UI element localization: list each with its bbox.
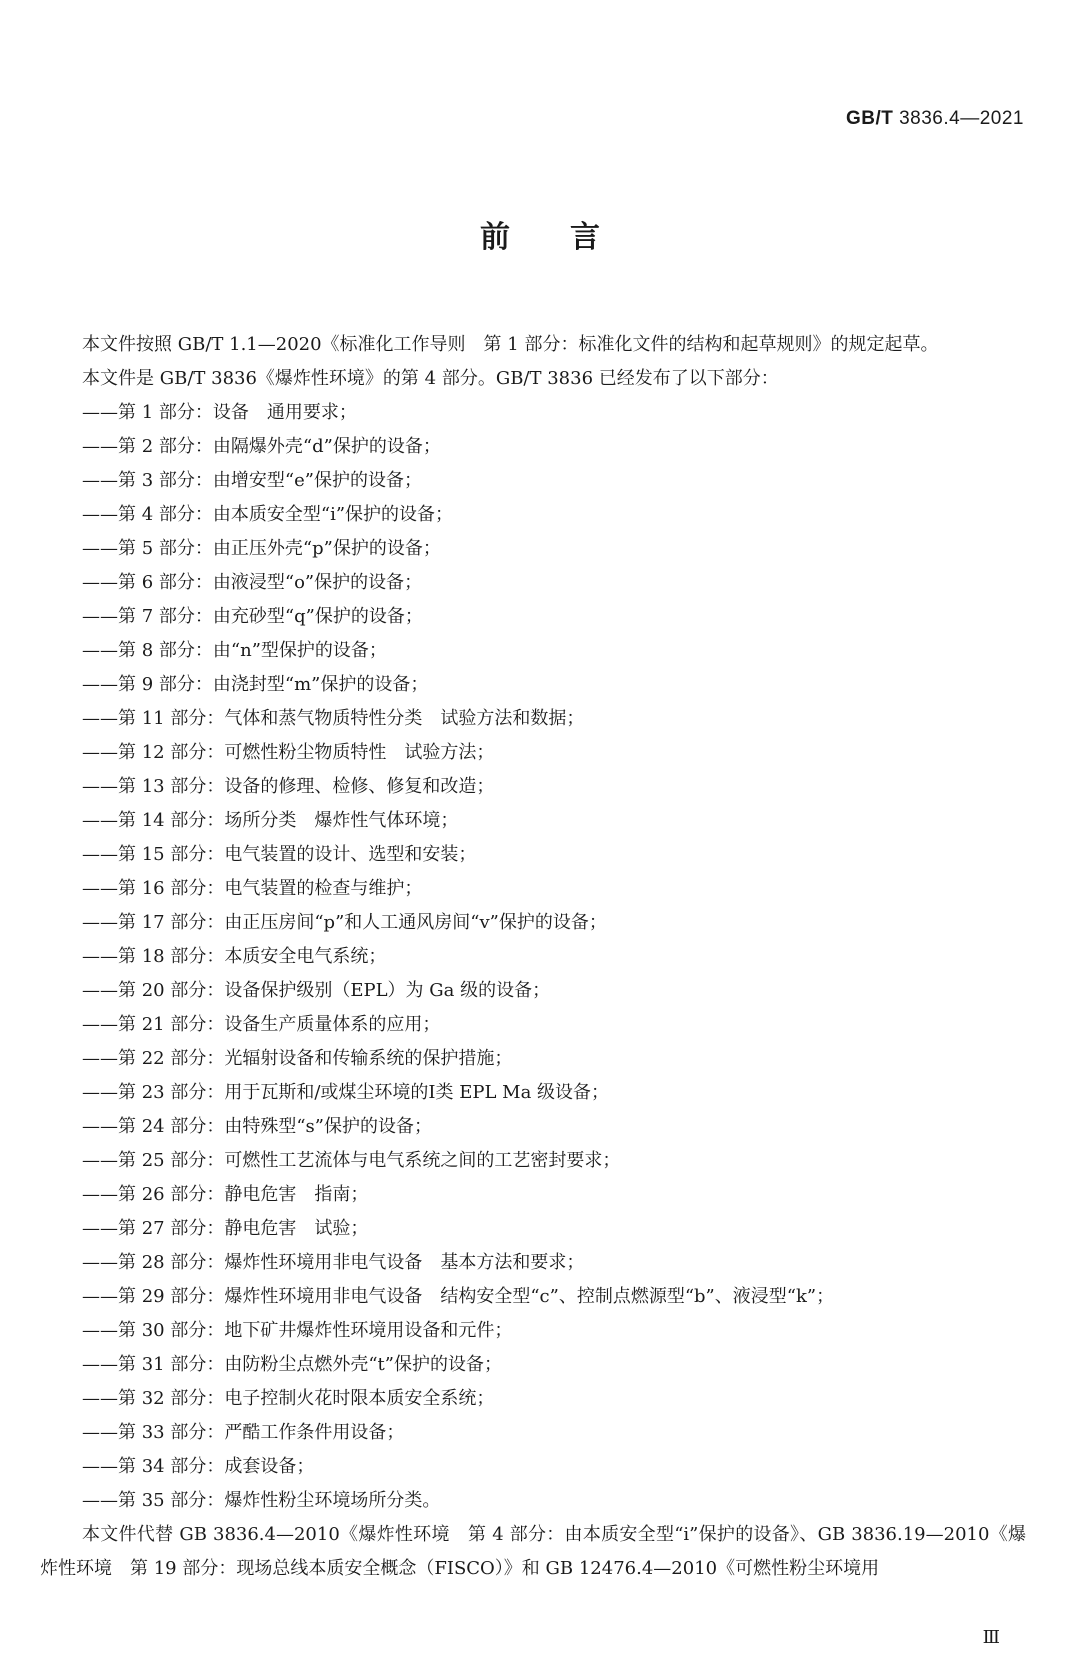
list-item: ——第 2 部分：由隔爆外壳“d”保护的设备； [82,436,441,457]
list-item: ——第 24 部分：由特殊型“s”保护的设备； [82,1116,432,1137]
closing-paragraph: 本文件代替 GB 3836.4—2010《爆炸性环境 第 4 部分：由本质安全型“i”保护的设备》、GB 3836.19—2010《爆炸性环境 第 19 部分：现场总线本质安全概念（FISCO）》和 GB 12476.4—2010《可燃性粉尘环境用 [40,1524,1026,1579]
list-item: ——第 5 部分：由正压外壳“p”保护的设备； [82,538,441,559]
list-item: ——第 26 部分：静电危害 指南； [82,1184,369,1205]
list-item: ——第 32 部分：电子控制火花时限本质安全系统； [82,1388,495,1409]
list-item: ——第 23 部分：用于瓦斯和/或煤尘环境的Ⅰ类 EPL Ma 级设备； [82,1082,610,1103]
list-item: ——第 25 部分：可燃性工艺流体与电气系统之间的工艺密封要求； [82,1150,621,1171]
list-item: ——第 9 部分：由浇封型“m”保护的设备； [82,674,429,695]
standard-prefix: GB/T [845,108,894,129]
parts-list [40,396,1026,1518]
intro-paragraph-1: 本文件按照 GB/T 1.1—2020《标准化工作导则 第 1 部分：标准化文件的结构和起草规则》的规定起草。 [82,334,939,355]
list-item: ——第 11 部分：气体和蒸气物质特性分类 试验方法和数据； [82,708,585,729]
list-item: ——第 17 部分：由正压房间“p”和人工通风房间“v”保护的设备； [82,912,607,933]
list-item: ——第 31 部分：由防粉尘点燃外壳“t”保护的设备； [82,1354,502,1375]
list-item: ——第 18 部分：本质安全电气系统； [82,946,387,967]
standard-code: 3836.4—2021 [899,108,1024,129]
list-item: ——第 12 部分：可燃性粉尘物质特性 试验方法； [82,742,495,763]
list-item: ——第 3 部分：由增安型“e”保护的设备； [82,470,422,491]
list-item: ——第 33 部分：严酷工作条件用设备； [82,1422,405,1443]
list-item: ——第 20 部分：设备保护级别（EPL）为 Ga 级的设备； [82,980,551,1001]
list-item: ——第 6 部分：由液浸型“o”保护的设备； [82,572,423,593]
list-item: ——第 21 部分：设备生产质量体系的应用； [82,1014,441,1035]
list-item: ——第 13 部分：设备的修理、检修、修复和改造； [82,776,495,797]
list-item: ——第 7 部分：由充砂型“q”保护的设备； [82,606,423,627]
list-item: ——第 16 部分：电气装置的检查与维护； [82,878,423,899]
list-item: ——第 22 部分：光辐射设备和传输系统的保护措施； [82,1048,513,1069]
list-item: ——第 29 部分：爆炸性环境用非电气设备 结构安全型“c”、控制点燃源型“b”、液浸型“k”； [82,1286,835,1307]
page-number: Ⅲ [982,1627,1000,1648]
list-item: ——第 15 部分：电气装置的设计、选型和安装； [82,844,477,865]
list-item: ——第 8 部分：由“n”型保护的设备； [82,640,387,661]
list-item: ——第 14 部分：场所分类 爆炸性气体环境； [82,810,459,831]
list-item: ——第 34 部分：成套设备； [82,1456,315,1477]
list-item: ——第 1 部分：设备 通用要求； [82,402,357,423]
list-item: ——第 30 部分：地下矿井爆炸性环境用设备和元件； [82,1320,513,1341]
list-item: ——第 35 部分：爆炸性粉尘环境场所分类。 [82,1490,441,1511]
list-item: ——第 28 部分：爆炸性环境用非电气设备 基本方法和要求； [82,1252,585,1273]
document-body [40,328,1026,1586]
list-item: ——第 27 部分：静电危害 试验； [82,1218,369,1239]
standard-number [846,108,1024,130]
list-item: ——第 4 部分：由本质安全型“i”保护的设备； [82,504,454,525]
intro-paragraph-2: 本文件是 GB/T 3836《爆炸性环境》的第 4 部分。GB/T 3836 已经发布了以下部分： [82,368,779,389]
page-title: 前言 [480,220,660,255]
